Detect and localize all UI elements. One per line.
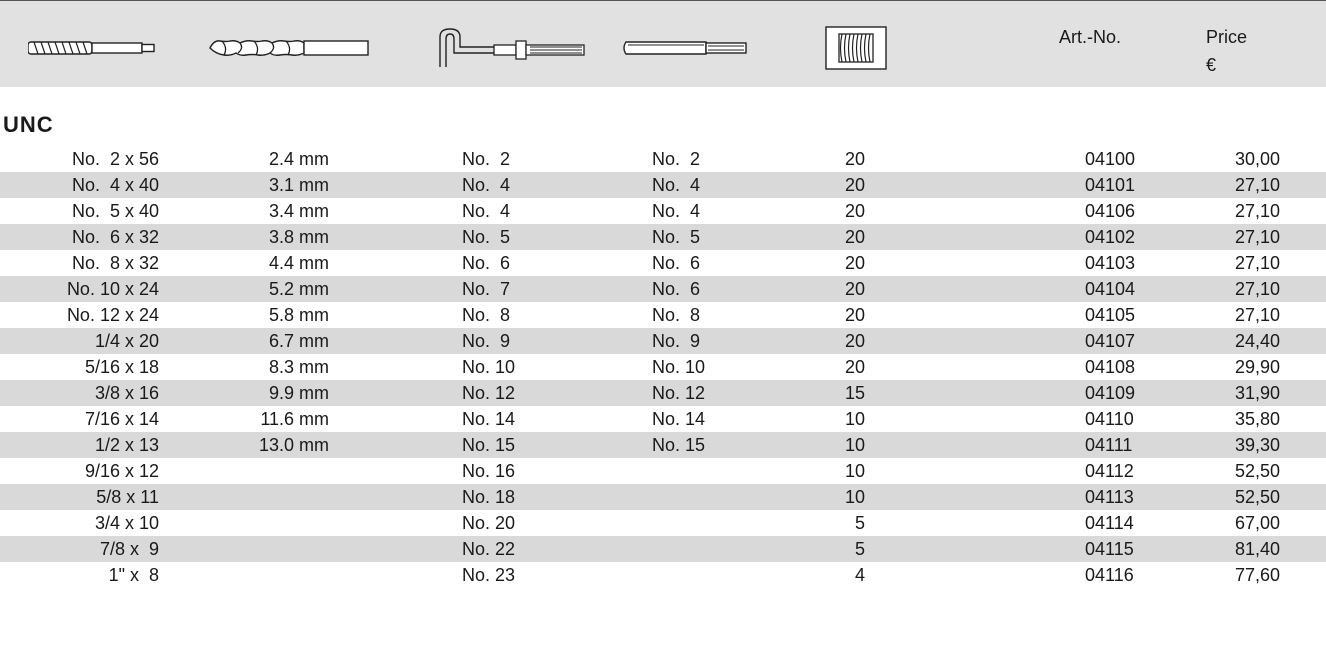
quantity-cell: 20 bbox=[844, 331, 865, 351]
price-cell: 27,10 bbox=[1234, 201, 1280, 221]
article-number-cell: 04101 bbox=[1085, 175, 1136, 195]
article-number-cell: 04112 bbox=[1085, 461, 1134, 481]
price-cell: 24,40 bbox=[1234, 331, 1280, 351]
thread-size-cell: No. 10 x 24 bbox=[66, 279, 159, 299]
breakoff-tool-cell: No. 9 bbox=[652, 331, 701, 351]
thread-size-cell: No. 12 x 24 bbox=[66, 305, 159, 325]
table-row bbox=[0, 406, 1326, 432]
quantity-cell: 10 bbox=[844, 487, 865, 507]
article-number-cell: 04113 bbox=[1085, 487, 1134, 507]
thread-size-cell: No. 6 x 32 bbox=[71, 227, 159, 247]
installation-tool-cell: No. 4 bbox=[462, 201, 511, 221]
table-row bbox=[0, 146, 1326, 172]
art-no-header: Art.-No. bbox=[1059, 27, 1122, 47]
quantity-cell: 20 bbox=[844, 175, 865, 195]
article-number-cell: 04114 bbox=[1085, 513, 1134, 533]
article-number-cell: 04111 bbox=[1085, 435, 1133, 455]
article-number-cell: 04110 bbox=[1085, 409, 1134, 429]
quantity-cell: 20 bbox=[844, 357, 865, 377]
section-title: UNC bbox=[3, 112, 54, 137]
table-header bbox=[0, 0, 1326, 87]
article-number-cell: 04106 bbox=[1085, 201, 1136, 221]
installation-tool-cell: No. 14 bbox=[462, 409, 516, 429]
drill-size-cell: 3.1 mm bbox=[268, 175, 329, 195]
price-header: Price bbox=[1206, 27, 1248, 47]
quantity-cell: 20 bbox=[844, 149, 865, 169]
breakoff-tool-cell: No. 4 bbox=[652, 175, 701, 195]
installation-tool-cell: No. 18 bbox=[462, 487, 516, 507]
quantity-cell: 20 bbox=[844, 253, 865, 273]
table-row bbox=[0, 224, 1326, 250]
quantity-cell: 15 bbox=[844, 383, 865, 403]
article-number-cell: 04116 bbox=[1085, 565, 1134, 585]
thread-size-cell: No. 2 x 56 bbox=[71, 149, 159, 169]
price-cell: 52,50 bbox=[1234, 461, 1280, 481]
quantity-cell: 5 bbox=[854, 513, 865, 533]
installation-tool-cell: No. 7 bbox=[462, 279, 511, 299]
thread-insert-icon bbox=[825, 26, 887, 70]
thread-size-cell: 3/8 x 16 bbox=[94, 383, 159, 403]
table-row bbox=[0, 198, 1326, 224]
breakoff-tool-cell: No. 15 bbox=[652, 435, 706, 455]
drill-size-cell: 13.0 mm bbox=[258, 435, 329, 455]
drill-size-cell: 6.7 mm bbox=[268, 331, 329, 351]
thread-size-cell: 1/4 x 20 bbox=[94, 331, 159, 351]
drill-size-cell: 3.4 mm bbox=[268, 201, 329, 221]
table-row bbox=[0, 328, 1326, 354]
thread-size-cell: 5/16 x 18 bbox=[84, 357, 159, 377]
price-table bbox=[0, 146, 1326, 588]
price-cell: 30,00 bbox=[1234, 149, 1280, 169]
drill-size-cell: 5.2 mm bbox=[268, 279, 329, 299]
quantity-cell: 20 bbox=[844, 201, 865, 221]
installation-tool-icon bbox=[436, 27, 586, 69]
quantity-cell: 10 bbox=[844, 409, 865, 429]
breakoff-tool-cell: No. 12 bbox=[652, 383, 706, 403]
table-row bbox=[0, 380, 1326, 406]
breakoff-tool-cell: No. 5 bbox=[652, 227, 701, 247]
table-row bbox=[0, 276, 1326, 302]
installation-tool-cell: No. 5 bbox=[462, 227, 511, 247]
installation-tool-cell: No. 4 bbox=[462, 175, 511, 195]
price-cell: 27,10 bbox=[1234, 253, 1280, 273]
breakoff-tool-cell: No. 6 bbox=[652, 279, 701, 299]
breakoff-tool-icon bbox=[622, 31, 748, 65]
price-cell: 27,10 bbox=[1234, 279, 1280, 299]
drill-size-cell: 5.8 mm bbox=[268, 305, 329, 325]
thread-size-cell: 7/16 x 14 bbox=[84, 409, 159, 429]
article-number-cell: 04105 bbox=[1085, 305, 1136, 325]
thread-size-cell: 7/8 x 9 bbox=[99, 539, 159, 559]
breakoff-tool-cell: No. 6 bbox=[652, 253, 701, 273]
breakoff-tool-cell: No. 8 bbox=[652, 305, 701, 325]
installation-tool-cell: No. 16 bbox=[462, 461, 516, 481]
table-row bbox=[0, 536, 1326, 562]
breakoff-tool-cell: No. 14 bbox=[652, 409, 706, 429]
article-number-cell: 04100 bbox=[1085, 149, 1136, 169]
installation-tool-cell: No. 12 bbox=[462, 383, 516, 403]
article-number-cell: 04104 bbox=[1085, 279, 1136, 299]
table-row bbox=[0, 432, 1326, 458]
thread-size-cell: No. 8 x 32 bbox=[71, 253, 159, 273]
tap-icon bbox=[28, 31, 156, 65]
breakoff-tool-cell: No. 2 bbox=[652, 149, 701, 169]
price-cell: 27,10 bbox=[1234, 305, 1280, 325]
thread-size-cell: 1/2 x 13 bbox=[94, 435, 159, 455]
article-number-cell: 04115 bbox=[1085, 539, 1134, 559]
drill-size-cell: 8.3 mm bbox=[268, 357, 329, 377]
installation-tool-cell: No. 9 bbox=[462, 331, 511, 351]
installation-tool-cell: No. 6 bbox=[462, 253, 511, 273]
article-number-cell: 04103 bbox=[1085, 253, 1136, 273]
table-row bbox=[0, 250, 1326, 276]
price-cell: 81,40 bbox=[1234, 539, 1280, 559]
price-cell: 29,90 bbox=[1234, 357, 1280, 377]
table-row bbox=[0, 354, 1326, 380]
installation-tool-cell: No. 22 bbox=[462, 539, 516, 559]
price-cell: 27,10 bbox=[1234, 175, 1280, 195]
quantity-cell: 5 bbox=[854, 539, 865, 559]
table-row bbox=[0, 458, 1326, 484]
price-cell: 77,60 bbox=[1234, 565, 1280, 585]
thread-size-cell: No. 5 x 40 bbox=[71, 201, 159, 221]
price-cell: 67,00 bbox=[1234, 513, 1280, 533]
article-number-cell: 04102 bbox=[1085, 227, 1136, 247]
article-number-cell: 04109 bbox=[1085, 383, 1136, 403]
price-cell: 52,50 bbox=[1234, 487, 1280, 507]
drill-size-cell: 4.4 mm bbox=[268, 253, 329, 273]
quantity-cell: 10 bbox=[844, 461, 865, 481]
drill-size-cell: 11.6 mm bbox=[260, 409, 329, 429]
price-cell: 35,80 bbox=[1234, 409, 1280, 429]
installation-tool-cell: No. 15 bbox=[462, 435, 516, 455]
table-row bbox=[0, 302, 1326, 328]
quantity-cell: 10 bbox=[844, 435, 865, 455]
breakoff-tool-cell: No. 4 bbox=[652, 201, 701, 221]
quantity-cell: 4 bbox=[854, 565, 865, 585]
quantity-cell: 20 bbox=[844, 305, 865, 325]
quantity-cell: 20 bbox=[844, 227, 865, 247]
thread-size-cell: 1" x 8 bbox=[108, 565, 159, 585]
article-number-cell: 04108 bbox=[1085, 357, 1136, 377]
table-row bbox=[0, 510, 1326, 536]
table-row bbox=[0, 562, 1326, 588]
installation-tool-cell: No. 20 bbox=[462, 513, 516, 533]
installation-tool-cell: No. 10 bbox=[462, 357, 516, 377]
installation-tool-cell: No. 2 bbox=[462, 149, 511, 169]
table-row bbox=[0, 172, 1326, 198]
drill-size-cell: 9.9 mm bbox=[268, 383, 329, 403]
breakoff-tool-cell: No. 10 bbox=[652, 357, 706, 377]
article-number-cell: 04107 bbox=[1085, 331, 1136, 351]
table-row bbox=[0, 484, 1326, 510]
thread-size-cell: 3/4 x 10 bbox=[94, 513, 159, 533]
installation-tool-cell: No. 23 bbox=[462, 565, 516, 585]
thread-size-cell: 9/16 x 12 bbox=[84, 461, 159, 481]
drill-size-cell: 2.4 mm bbox=[268, 149, 329, 169]
price-cell: 39,30 bbox=[1234, 435, 1280, 455]
price-cell: 27,10 bbox=[1234, 227, 1280, 247]
thread-size-cell: No. 4 x 40 bbox=[71, 175, 159, 195]
installation-tool-cell: No. 8 bbox=[462, 305, 511, 325]
currency-header: € bbox=[1206, 55, 1217, 75]
drill-size-cell: 3.8 mm bbox=[268, 227, 329, 247]
thread-size-cell: 5/8 x 11 bbox=[96, 487, 159, 507]
drill-bit-icon bbox=[208, 31, 370, 65]
quantity-cell: 20 bbox=[844, 279, 865, 299]
price-cell: 31,90 bbox=[1234, 383, 1280, 403]
